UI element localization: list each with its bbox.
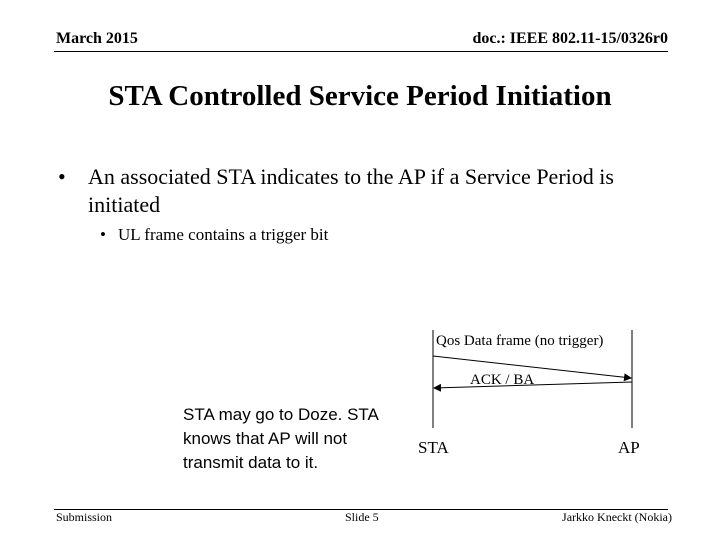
ack-ba-label: ACK / BA	[470, 372, 535, 388]
sub-bullet-text: UL frame contains a trigger bit	[118, 225, 329, 244]
doze-note: STA may go to Doze. STA knows that AP will not transmit data to it.	[183, 405, 378, 472]
bullet-text: An associated STA indicates to the AP if a Service Period is initiated	[88, 164, 614, 217]
sta-node-label: STA	[418, 438, 449, 457]
footer-slide-number: Slide 5	[345, 510, 379, 524]
header-date: March 2015	[56, 30, 138, 47]
ap-node-label: AP	[618, 438, 640, 457]
slide-title: STA Controlled Service Period Initiation	[108, 80, 612, 112]
bullet-dot-icon: •	[58, 164, 66, 189]
bullet-dot-icon: •	[100, 225, 106, 244]
footer-submission: Submission	[56, 510, 113, 524]
footer-author: Jarkko Kneckt (Nokia)	[562, 510, 672, 524]
qos-data-label: Qos Data frame (no trigger)	[436, 333, 604, 349]
header-doc-id: doc.: IEEE 802.11-15/0326r0	[472, 30, 668, 47]
